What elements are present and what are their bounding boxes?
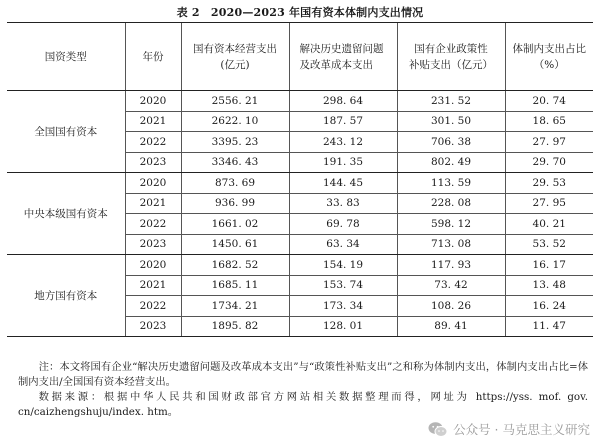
- ratio-cell: 18. 65: [505, 111, 593, 132]
- header-expense-line1: 国有资本经营支出: [193, 42, 277, 55]
- header-row: [7, 23, 593, 91]
- table-body: [7, 91, 593, 337]
- subsidy-cell: 108. 26: [397, 296, 505, 317]
- expense-cell: 1450. 61: [181, 234, 289, 255]
- year-cell: 2023: [125, 316, 181, 337]
- ratio-cell: 16. 24: [505, 296, 593, 317]
- watermark-text: 公众号 · 马克思主义研究: [453, 422, 590, 437]
- ratio-cell: 29. 53: [505, 173, 593, 194]
- reform-cell: 144. 45: [289, 173, 397, 194]
- group-name-cell: 地方国有资本: [7, 255, 125, 337]
- year-cell: 2023: [125, 152, 181, 173]
- source-text: 数据来源：根据中华人民共和国财政部官方网站相关数据整理而得，网址为 https://yss. mof. gov. cn/caizhengshuju/index. htm。: [18, 391, 588, 418]
- year-cell: 2022: [125, 214, 181, 235]
- data-table: [7, 22, 593, 337]
- expense-cell: 3346. 43: [181, 152, 289, 173]
- reform-cell: 298. 64: [289, 91, 397, 112]
- note-text: 注：本文将国有企业“解决历史遗留问题及改革成本支出”与“政策性补贴支出”之和称为体制内支出，体制内支出占比=体制内支出/全国国有资本经营支出。: [18, 361, 588, 388]
- header-reform-line2: 及改革成本支出: [299, 58, 373, 71]
- table-row: [7, 173, 593, 194]
- subsidy-cell: 598. 12: [397, 214, 505, 235]
- expense-cell: 873. 69: [181, 173, 289, 194]
- header-subsidy-line2: 补贴支出（亿元）: [409, 58, 493, 71]
- subsidy-cell: 117. 93: [397, 255, 505, 276]
- subsidy-cell: 802. 49: [397, 152, 505, 173]
- expense-cell: 3395. 23: [181, 132, 289, 153]
- reform-cell: 128. 01: [289, 316, 397, 337]
- reform-cell: 187. 57: [289, 111, 397, 132]
- reform-cell: 173. 34: [289, 296, 397, 317]
- subsidy-cell: 73. 42: [397, 275, 505, 296]
- header-ratio: [505, 23, 593, 91]
- reform-cell: 191. 35: [289, 152, 397, 173]
- expense-cell: 1685. 11: [181, 275, 289, 296]
- expense-cell: 1661. 02: [181, 214, 289, 235]
- reform-cell: 69. 78: [289, 214, 397, 235]
- year-cell: 2022: [125, 132, 181, 153]
- year-cell: 2021: [125, 111, 181, 132]
- year-cell: 2020: [125, 255, 181, 276]
- reform-cell: 154. 19: [289, 255, 397, 276]
- subsidy-cell: 228. 08: [397, 193, 505, 214]
- note-block: [18, 360, 588, 420]
- expense-cell: 936. 99: [181, 193, 289, 214]
- header-ratio-line1: 体制内支出占比: [512, 42, 586, 55]
- expense-cell: 1682. 52: [181, 255, 289, 276]
- group-name-cell: 中央本级国有资本: [7, 173, 125, 255]
- ratio-cell: 40. 21: [505, 214, 593, 235]
- subsidy-cell: 113. 59: [397, 173, 505, 194]
- expense-cell: 2556. 21: [181, 91, 289, 112]
- wechat-icon: [428, 421, 448, 438]
- table-row: [7, 91, 593, 112]
- reform-cell: 63. 34: [289, 234, 397, 255]
- reform-cell: 243. 12: [289, 132, 397, 153]
- ratio-cell: 13. 48: [505, 275, 593, 296]
- year-cell: 2022: [125, 296, 181, 317]
- header-expense-line2: (亿元): [220, 58, 250, 71]
- year-cell: 2020: [125, 91, 181, 112]
- table-caption: 表 2 2020—2023 年国有资本体制内支出情况: [176, 6, 424, 19]
- ratio-cell: 27. 95: [505, 193, 593, 214]
- ratio-cell: 27. 97: [505, 132, 593, 153]
- year-cell: 2023: [125, 234, 181, 255]
- subsidy-cell: 89. 41: [397, 316, 505, 337]
- header-expense: [181, 23, 289, 91]
- year-cell: 2021: [125, 193, 181, 214]
- header-type: 国资类型: [7, 23, 125, 91]
- ratio-cell: 29. 70: [505, 152, 593, 173]
- year-cell: 2020: [125, 173, 181, 194]
- ratio-cell: 53. 52: [505, 234, 593, 255]
- expense-cell: 1734. 21: [181, 296, 289, 317]
- header-reform: [289, 23, 397, 91]
- table-row: [7, 255, 593, 276]
- subsidy-cell: 301. 50: [397, 111, 505, 132]
- subsidy-cell: 706. 38: [397, 132, 505, 153]
- expense-cell: 1895. 82: [181, 316, 289, 337]
- header-reform-line1: 解决历史遗留问题: [299, 42, 384, 55]
- header-subsidy: [397, 23, 505, 91]
- watermark: [428, 420, 590, 438]
- subsidy-cell: 231. 52: [397, 91, 505, 112]
- ratio-cell: 20. 74: [505, 91, 593, 112]
- header-subsidy-line1: 国有企业政策性: [414, 42, 488, 55]
- group-name-cell: 全国国有资本: [7, 91, 125, 173]
- ratio-cell: 16. 17: [505, 255, 593, 276]
- ratio-cell: 11. 47: [505, 316, 593, 337]
- header-year: 年份: [125, 23, 181, 91]
- reform-cell: 153. 74: [289, 275, 397, 296]
- expense-cell: 2622. 10: [181, 111, 289, 132]
- reform-cell: 33. 83: [289, 193, 397, 214]
- header-ratio-line2: （%）: [533, 58, 565, 71]
- year-cell: 2021: [125, 275, 181, 296]
- subsidy-cell: 713. 08: [397, 234, 505, 255]
